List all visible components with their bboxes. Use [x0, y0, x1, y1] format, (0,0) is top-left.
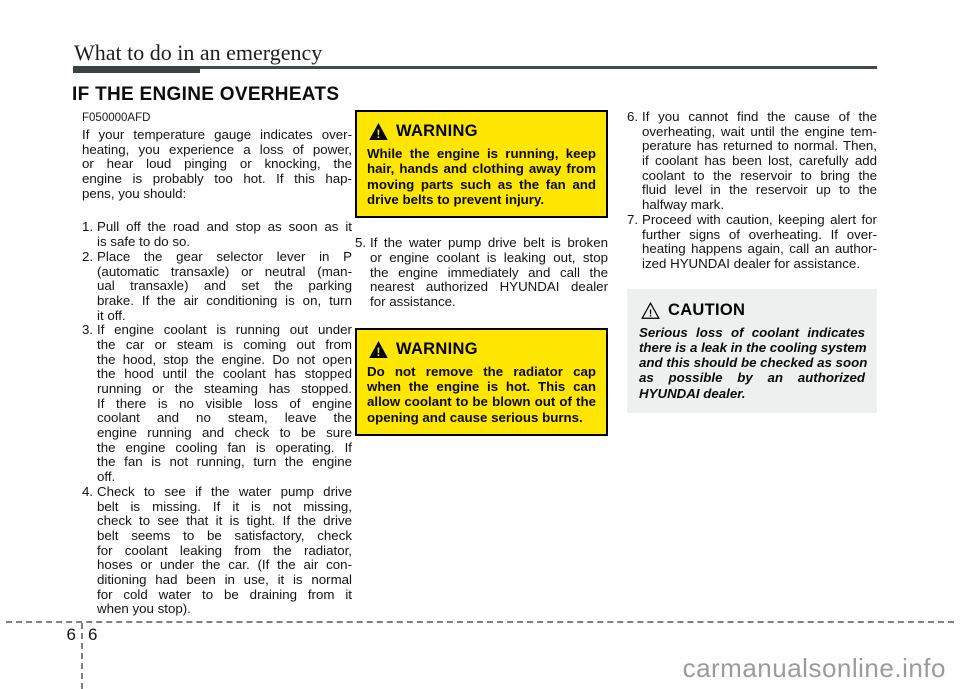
text-line: heating, you experience a loss of power, — [82, 141, 352, 157]
step-number: 7. — [627, 211, 639, 227]
text-line: heating happens again, call an author- — [642, 241, 877, 257]
page-number: 6 — [88, 625, 98, 644]
footer-dashed-rule — [6, 621, 954, 623]
step-text — [642, 213, 877, 272]
text-line: HYUNDAI dealer. — [639, 385, 746, 401]
step-number: 1. — [82, 219, 94, 235]
text-line: fluid level in the reservoir up to the — [642, 182, 877, 198]
warning-text — [367, 146, 596, 207]
text-line: the hood until the coolant has stopped — [97, 366, 352, 382]
text-line: Check to see if the water pump drive — [97, 483, 352, 499]
step-item-5 — [355, 236, 608, 309]
text-line: hair, hands and clothing away from — [367, 161, 596, 177]
intro-paragraph — [82, 128, 352, 201]
step-item-6 — [627, 110, 877, 213]
warning-title-row — [369, 122, 596, 141]
step-text — [642, 110, 877, 213]
text-line: While the engine is running, keep — [367, 146, 596, 161]
svg-text:!: ! — [376, 129, 381, 140]
step-text — [97, 485, 352, 617]
text-line: Place the gear selector lever in P — [97, 248, 352, 264]
step-number: 2. — [82, 248, 94, 264]
text-line: the engine cooling fan is operating. If — [97, 439, 352, 455]
text-line: coolant to the reservoir to bring the — [642, 167, 877, 183]
middle-column — [355, 110, 608, 436]
text-line: further signs of overheating. If over- — [642, 226, 877, 242]
step-text — [97, 250, 352, 323]
caution-box-coolant-loss — [627, 289, 877, 413]
text-line: ual transaxle) and set the parking — [97, 278, 352, 294]
text-line: (automatic transaxle) or neutral (man- — [97, 263, 352, 279]
text-line: for assistance. — [370, 293, 456, 309]
text-line: coolant and no steam, leave the — [97, 410, 352, 426]
text-line: moving parts such as the fan and — [367, 176, 596, 192]
step-item-1 — [82, 220, 352, 249]
text-line: the fan is not running, turn the engine — [97, 454, 352, 470]
step-text — [97, 323, 352, 485]
text-line: the car or steam is coming out from — [97, 336, 352, 352]
text-line: engine is probably too hot. If this hap- — [82, 171, 352, 187]
warning-triangle-icon — [369, 123, 388, 140]
text-line: drive belts to prevent injury. — [367, 191, 545, 207]
text-line: halfway mark. — [642, 197, 725, 213]
section-code: F050000AFD — [82, 112, 151, 124]
text-line: brake. If the air conditioning is on, turn — [97, 292, 352, 308]
right-column — [627, 110, 877, 413]
step-item-2 — [82, 250, 352, 323]
watermark: carmanualsonline.info — [682, 653, 946, 683]
step-text — [97, 220, 352, 249]
caution-triangle-icon — [641, 302, 660, 319]
text-line: as possible by an authorized — [639, 370, 865, 386]
warning-box-radiator-cap — [355, 328, 608, 436]
caution-text — [639, 324, 868, 401]
text-line: If you cannot find the cause of the — [642, 109, 877, 124]
text-line: Serious loss of coolant indicates — [639, 324, 865, 340]
warning-triangle-icon — [369, 341, 388, 358]
step-number: 6. — [627, 109, 639, 124]
text-line: If your temperature gauge indicates over- — [82, 127, 352, 142]
text-line: pens, you should: — [82, 185, 187, 201]
text-line: hoses or under the car. (If the air con- — [97, 557, 352, 573]
text-line: it off. — [97, 307, 126, 323]
text-line: belt is missing. If it is not missing, — [97, 498, 352, 514]
text-line: for coolant leaking from the radiator, — [97, 542, 352, 558]
svg-text:!: ! — [648, 308, 653, 319]
warning-title-row — [369, 340, 596, 359]
step-number: 5. — [355, 235, 367, 251]
text-line: Do not remove the radiator cap — [367, 363, 596, 379]
text-line: If the water pump drive belt is broken — [370, 235, 608, 251]
text-line: If engine coolant is running out under — [97, 322, 352, 338]
text-line: when the engine is hot. This can — [367, 378, 596, 394]
text-line: the hood, stop the engine. Do not open — [97, 351, 352, 367]
text-line: Proceed with caution, keeping alert for — [642, 211, 877, 227]
warning-text — [367, 364, 596, 425]
text-line: Pull off the road and stop as soon as it — [97, 219, 352, 235]
text-line: there is a leak in the cooling system — [639, 339, 867, 355]
chapter-number: 6 — [66, 625, 76, 644]
text-line: is safe to do so. — [97, 234, 191, 250]
text-line: if coolant has been lost, carefully add — [642, 153, 877, 169]
text-line: nearest authorized HYUNDAI dealer — [370, 279, 608, 295]
text-line: allow coolant to be blown out of the — [367, 394, 596, 410]
text-line: or hear loud pinging or knocking, the — [82, 156, 352, 172]
warning-title: WARNING — [396, 339, 478, 358]
text-line: check to see that it is tight. If the drive — [97, 513, 352, 529]
text-line: or engine coolant is leaking out, stop — [370, 249, 608, 265]
text-line: when you stop). — [97, 601, 191, 617]
svg-text:!: ! — [376, 346, 381, 358]
caution-title-row — [641, 301, 865, 320]
step-number: 4. — [82, 483, 94, 499]
section-title: IF THE ENGINE OVERHEATS — [72, 84, 340, 105]
text-line: opening and cause serious burns. — [367, 409, 583, 425]
text-line: the engine immediately and call the — [370, 264, 608, 280]
text-line: If there is no visible loss of engine — [97, 395, 352, 411]
text-line: ized HYUNDAI dealer for assistance. — [642, 255, 861, 271]
text-line: perature has returned to normal. Then, — [642, 138, 877, 154]
text-line: engine running and check to be sure — [97, 425, 352, 441]
step-number: 3. — [82, 322, 94, 338]
warning-box-fan-belts — [355, 110, 608, 218]
step-item-4 — [82, 485, 352, 617]
caution-title: CAUTION — [668, 300, 746, 319]
text-line: for cold water to be draining from it — [97, 586, 352, 602]
text-line: belt seems to be satisfactory, check — [97, 527, 352, 543]
chapter-header: What to do in an emergency — [74, 40, 323, 65]
text-line: and this should be checked as soon — [639, 355, 868, 371]
text-line: ditioning had been in use, it is normal — [97, 571, 352, 587]
header-rule-thick — [73, 66, 200, 73]
text-line: off. — [97, 469, 116, 485]
step-item-7 — [627, 213, 877, 272]
warning-title: WARNING — [396, 122, 478, 140]
footer-dashed-divider — [81, 623, 83, 689]
text-line: running or the steaming has stopped. — [97, 381, 352, 396]
left-column — [82, 112, 352, 617]
step-item-3 — [82, 323, 352, 485]
steps-1-4 — [82, 220, 352, 617]
text-line: overheating, wait until the engine tem- — [642, 123, 877, 139]
step-text — [370, 236, 608, 309]
